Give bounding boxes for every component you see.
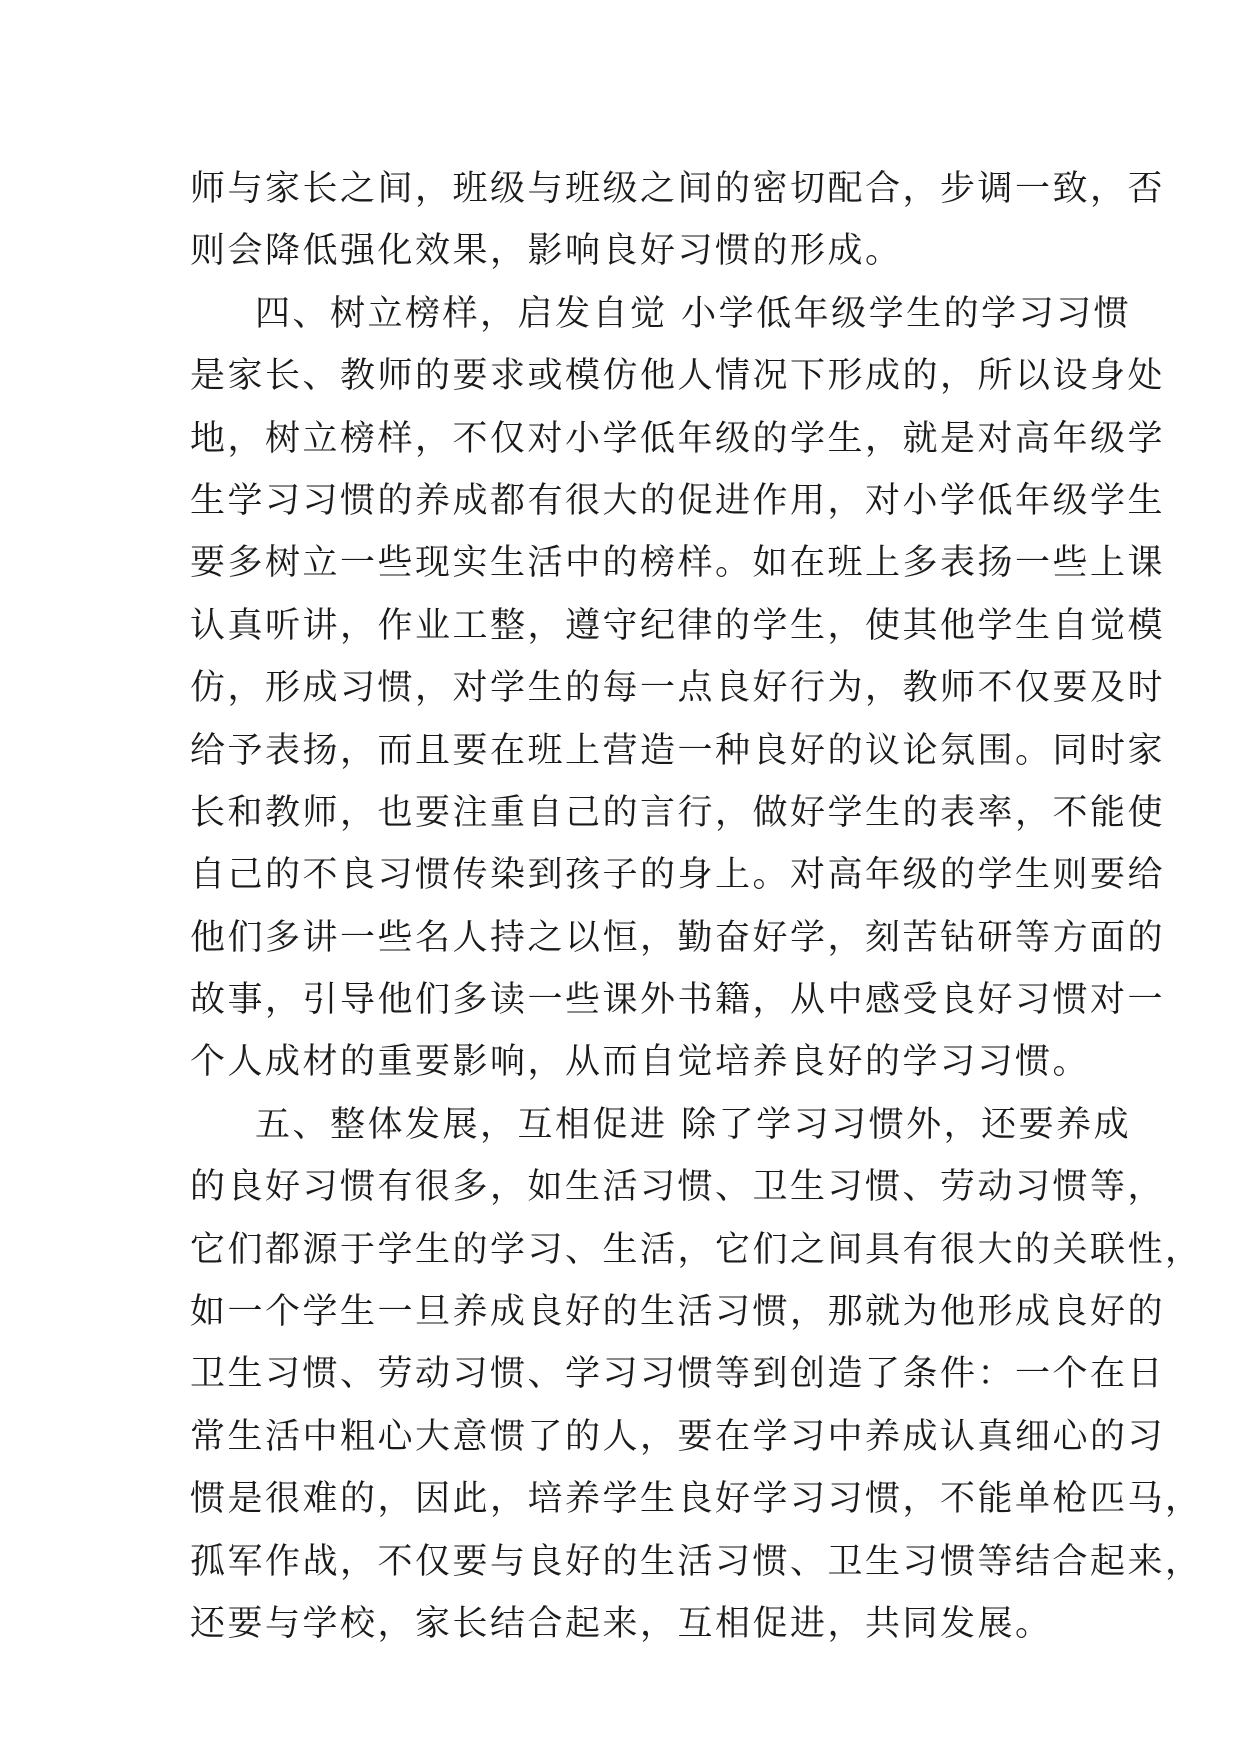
text-line: 它们都源于学生的学习、生活，它们之间具有很大的关联性， xyxy=(190,1229,1203,1270)
text-line: 他们多讲一些名人持之以恒，勤奋好学，刻苦钻研等方面的 xyxy=(190,917,1166,958)
section-heading-line: 五、整体发展，互相促进 除了学习习惯外，还要养成 xyxy=(255,1104,1132,1145)
text-line: 生学习习惯的养成都有很大的促进作用，对小学低年级学生 xyxy=(190,480,1166,521)
text-line: 的良好习惯有很多，如生活习惯、卫生习惯、劳动习惯等， xyxy=(190,1167,1166,1208)
text-line: 惯是很难的，因此，培养学生良好学习习惯，不能单枪匹马， xyxy=(190,1479,1203,1520)
text-line: 是家长、教师的要求或模仿他人情况下形成的，所以设身处 xyxy=(190,356,1166,397)
body-text xyxy=(190,158,1203,1655)
text-line: 师与家长之间，班级与班级之间的密切配合，步调一致，否 xyxy=(190,169,1166,209)
text-line: 卫生习惯、劳动习惯、学习习惯等到创造了条件：一个在日 xyxy=(190,1354,1166,1395)
text-line: 要多树立一些现实生活中的榜样。如在班上多表扬一些上课 xyxy=(190,543,1166,584)
text-line: 还要与学校，家长结合起来，互相促进，共同发展。 xyxy=(190,1603,1053,1644)
text-line: 孤军作战，不仅要与良好的生活习惯、卫生习惯等结合起来， xyxy=(190,1541,1203,1582)
text-line: 故事，引导他们多读一些课外书籍，从中感受良好习惯对一 xyxy=(190,980,1166,1021)
text-line: 给予表扬，而且要在班上营造一种良好的议论氛围。同时家 xyxy=(190,730,1166,771)
text-line: 如一个学生一旦养成良好的生活习惯，那就为他形成良好的 xyxy=(190,1292,1166,1333)
text-line: 常生活中粗心大意惯了的人，要在学习中养成认真细心的习 xyxy=(190,1416,1166,1457)
text-line: 仿，形成习惯，对学生的每一点良好行为，教师不仅要及时 xyxy=(190,668,1166,709)
section-heading-line: 四、树立榜样，启发自觉 小学低年级学生的学习习惯 xyxy=(255,293,1132,334)
text-line: 认真听讲，作业工整，遵守纪律的学生，使其他学生自觉模 xyxy=(190,605,1166,646)
text-line: 则会降低强化效果，影响良好习惯的形成。 xyxy=(190,231,903,272)
text-line: 长和教师，也要注重自己的言行，做好学生的表率，不能使 xyxy=(190,792,1166,833)
text-line: 自己的不良习惯传染到孩子的身上。对高年级的学生则要给 xyxy=(190,855,1166,896)
text-line: 个人成材的重要影响，从而自觉培养良好的学习习惯。 xyxy=(190,1042,1091,1083)
text-line: 地，树立榜样，不仅对小学低年级的学生，就是对高年级学 xyxy=(190,418,1166,459)
